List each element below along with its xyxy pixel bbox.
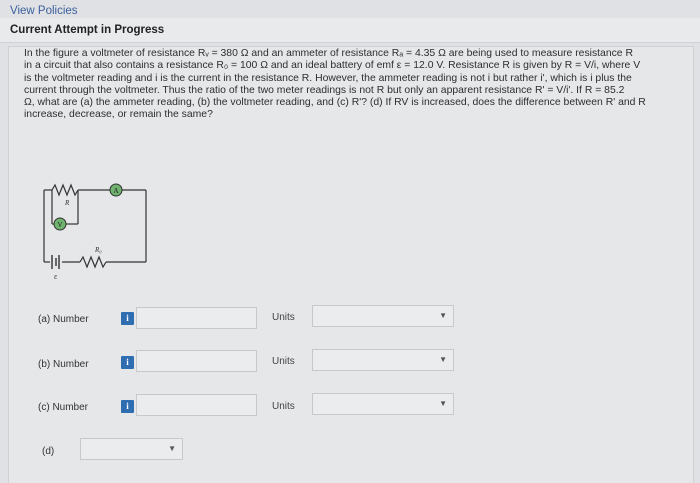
info-icon[interactable]: i: [121, 312, 134, 325]
question-line: in a circuit that also contains a resistance R₀ = 100 Ω and an ideal battery of emf ε = 12.0 V. Resistance R is given by R = V/i, where V: [24, 60, 641, 72]
question-line: In the figure a voltmeter of resistance Rᵥ = 380 Ω and an ammeter of resistance Rₐ = 4.35 Ω are being used to measure resistance R: [24, 48, 633, 59]
answer-b-units-select[interactable]: [312, 349, 454, 371]
ammeter-label: A: [113, 187, 119, 195]
chevron-down-icon: ▼: [439, 399, 447, 408]
answer-c-label: (c) Number: [38, 402, 89, 413]
resistor-r0-label: R₀: [95, 246, 102, 254]
answer-a-label: (a) Number: [38, 314, 89, 325]
answer-a-units-select[interactable]: [312, 305, 454, 327]
question-line: Ω, what are (a) the ammeter reading, (b) the voltmeter reading, and (c) R'? (d) If RV is increased, does the difference between R' and R: [24, 97, 646, 109]
voltmeter-label: V: [57, 221, 63, 229]
header-bar: [0, 18, 700, 43]
answer-b-units-label: Units: [272, 356, 295, 367]
answer-d-label: (d): [42, 446, 55, 457]
info-icon[interactable]: i: [121, 400, 134, 413]
chevron-down-icon: ▼: [439, 355, 447, 364]
answer-d-select[interactable]: [80, 438, 183, 460]
answer-c-units-label: Units: [272, 401, 295, 412]
page-title: Current Attempt in Progress: [10, 24, 165, 36]
answer-c-number-input[interactable]: [136, 394, 257, 416]
answer-b-label: (b) Number: [38, 359, 89, 370]
question-line: is the voltmeter reading and i is the current in the resistance R. However, the ammeter reading is not i but rather i', which is i plus the: [24, 72, 632, 84]
answer-b-number-input[interactable]: [136, 350, 257, 372]
answer-a-units-label: Units: [272, 312, 295, 323]
question-line: current through the voltmeter. Thus the ratio of the two meter readings is not R but only an apparent resistance R' = V/i'. If R = 85.2: [24, 84, 625, 96]
chevron-down-icon: ▼: [168, 444, 176, 453]
answer-c-units-select[interactable]: [312, 393, 454, 415]
answer-a-number-input[interactable]: [136, 307, 257, 329]
circuit-diagram: [40, 178, 160, 288]
info-icon[interactable]: i: [121, 356, 134, 369]
emf-label: ɛ: [54, 272, 58, 281]
resistor-r-label: R: [65, 199, 70, 207]
question-text: [24, 48, 689, 122]
question-line: increase, decrease, or remain the same?: [24, 109, 213, 121]
chevron-down-icon: ▼: [439, 311, 447, 320]
view-policies-link[interactable]: View Policies: [10, 5, 78, 17]
